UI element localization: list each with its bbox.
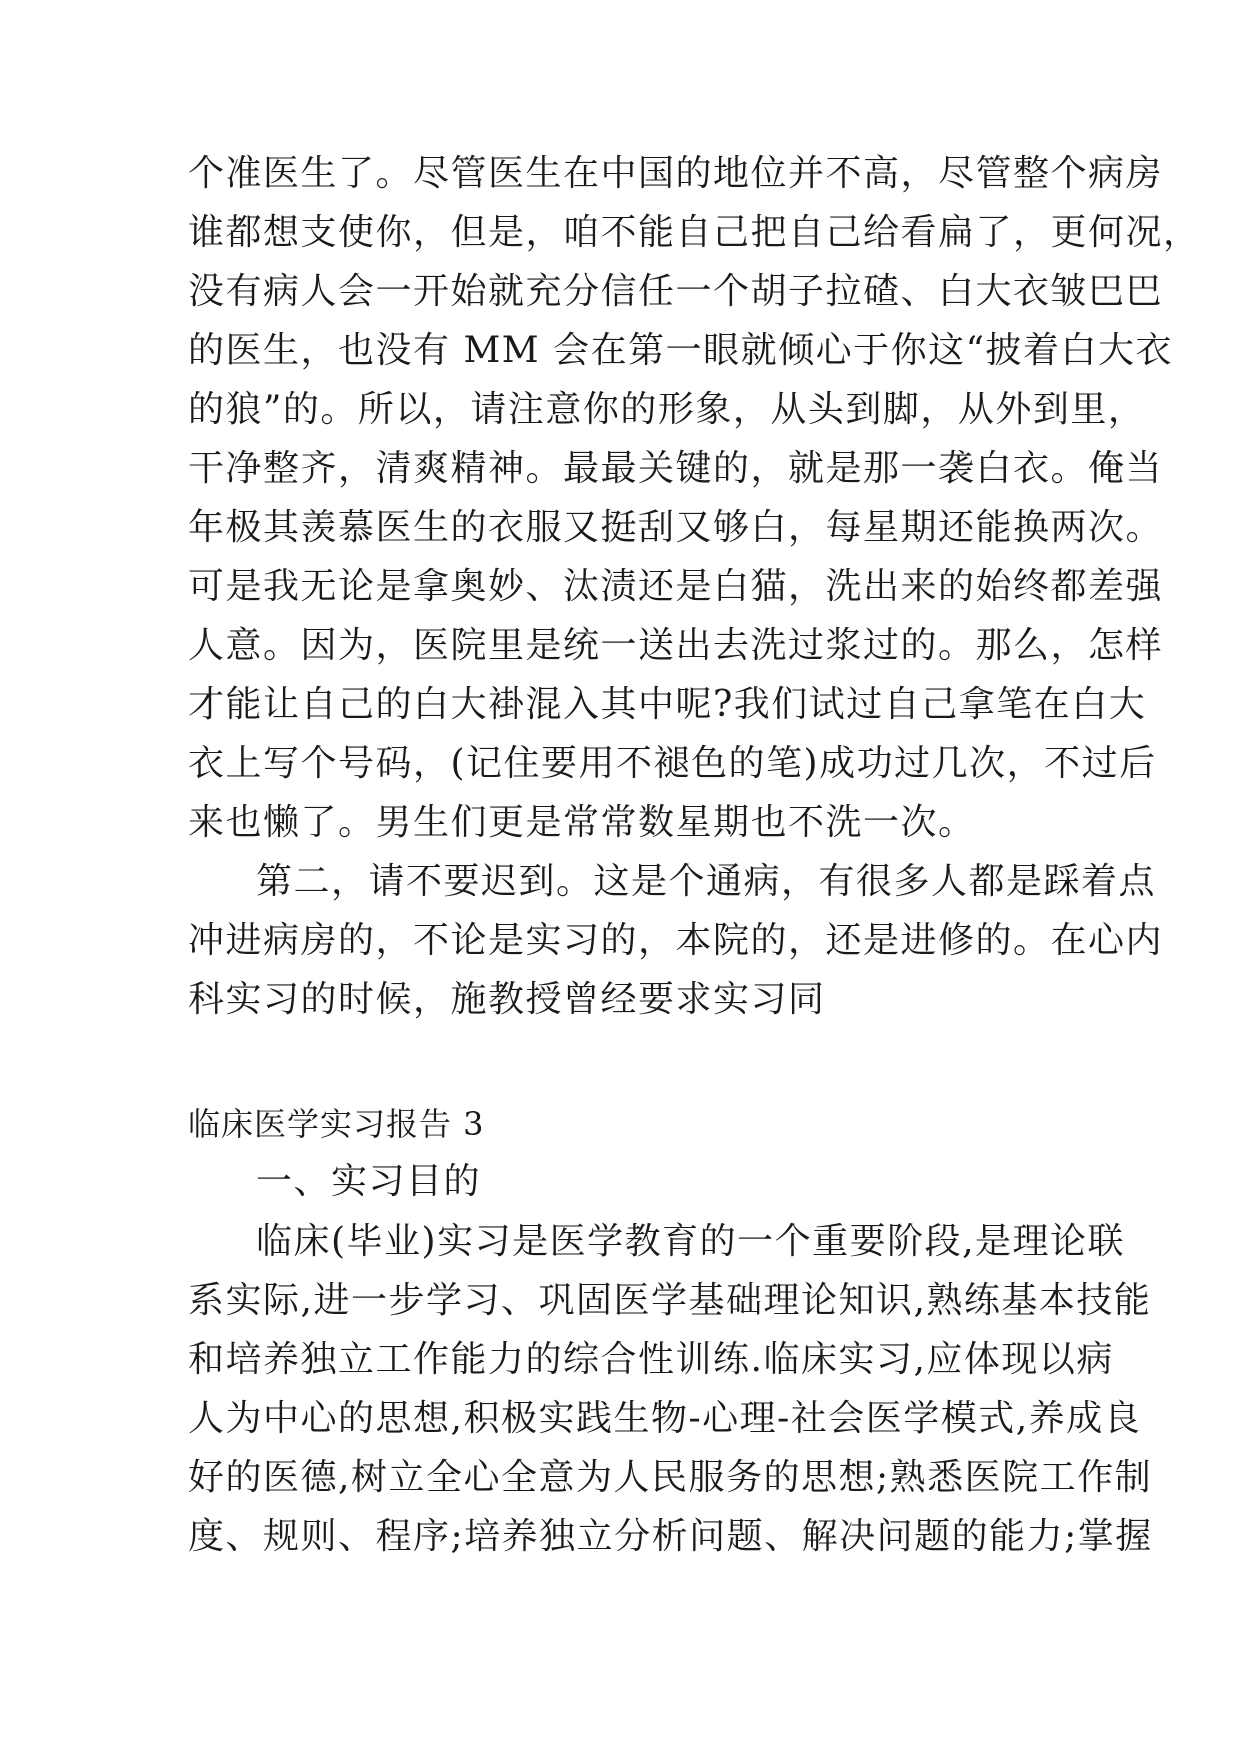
section-title: 一、实习目的 <box>256 1161 482 1202</box>
paragraph-line: 才能让自己的白大褂混入其中呢?我们试过自己拿笔在白大 <box>188 684 1147 725</box>
paragraph-line: 来也懒了。男生们更是常常数星期也不洗一次。 <box>188 802 976 843</box>
paragraph-line: 好的医德,树立全心全意为人民服务的思想;熟悉医院工作制 <box>188 1457 1153 1498</box>
paragraph-line: 临床(毕业)实习是医学教育的一个重要阶段,是理论联 <box>256 1221 1126 1262</box>
report-title: 临床医学实习报告 3 <box>188 1105 485 1143</box>
paragraph-line: 人意。因为，医院里是统一送出去洗过浆过的。那么，怎样 <box>188 625 1164 666</box>
paragraph-line: 冲进病房的，不论是实习的，本院的，还是进修的。在心内 <box>188 920 1164 961</box>
paragraph-line: 人为中心的思想,积极实践生物-心理-社会医学模式,养成良 <box>188 1398 1142 1439</box>
paragraph-line: 的医生，也没有 MM 会在第一眼就倾心于你这“披着白大衣 <box>188 330 1174 371</box>
paragraph-line: 度、规则、程序;培养独立分析问题、解决问题的能力;掌握 <box>188 1516 1153 1557</box>
paragraph-line: 科实习的时候，施教授曾经要求实习同 <box>188 979 826 1020</box>
paragraph-line: 衣上写个号码，(记住要用不褪色的笔)成功过几次，不过后 <box>188 743 1157 784</box>
paragraph-line: 的狼”的。所以，请注意你的形象，从头到脚，从外到里， <box>188 389 1146 430</box>
paragraph-line: 和培养独立工作能力的综合性训练.临床实习,应体现以病 <box>188 1339 1114 1380</box>
paragraph-line: 年极其羡慕医生的衣服又挺刮又够白，每星期还能换两次。 <box>188 507 1164 548</box>
paragraph-line: 没有病人会一开始就充分信任一个胡子拉碴、白大衣皱巴巴 <box>188 271 1164 312</box>
paragraph-line: 系实际,进一步学习、巩固医学基础理论知识,熟练基本技能 <box>188 1280 1152 1321</box>
paragraph-line: 干净整齐，清爽精神。最最关键的，就是那一袭白衣。俺当 <box>188 448 1164 489</box>
paragraph-line: 个准医生了。尽管医生在中国的地位并不高，尽管整个病房 <box>188 153 1164 194</box>
paragraph-line: 谁都想支使你，但是，咱不能自己把自己给看扁了，更何况， <box>188 212 1201 253</box>
paragraph-line: 可是我无论是拿奥妙、汰渍还是白猫，洗出来的始终都差强 <box>188 566 1164 607</box>
paragraph-line: 第二，请不要迟到。这是个通病，有很多人都是踩着点 <box>256 861 1157 902</box>
